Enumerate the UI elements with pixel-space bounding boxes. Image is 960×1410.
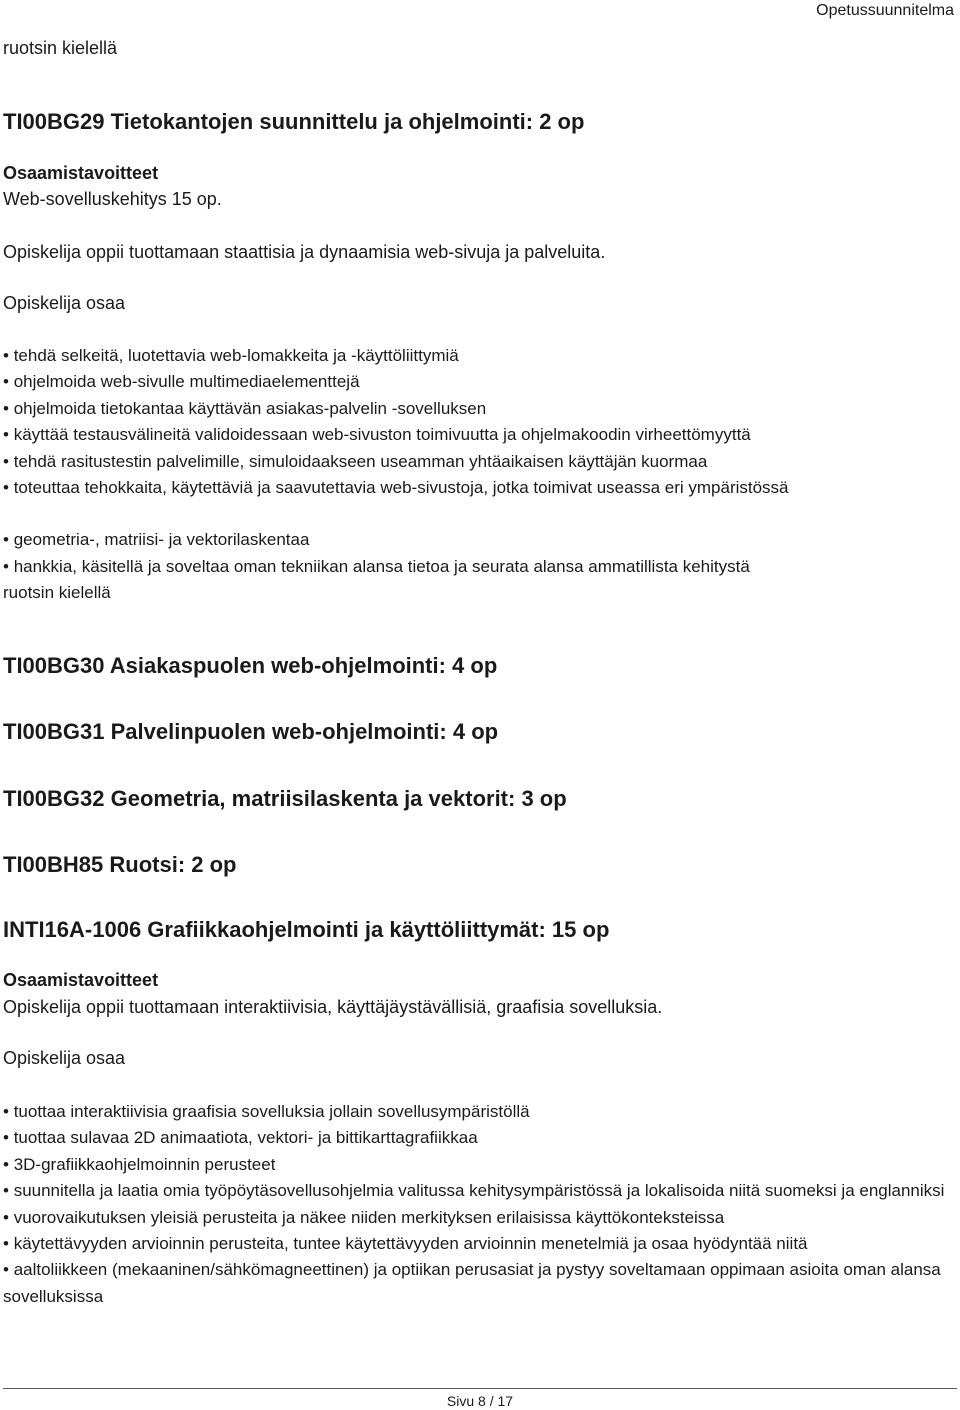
goals-intro: Opiskelija oppii tuottamaan staattisia ja dynaamisia web-sivuja ja palveluita. (3, 242, 606, 262)
list-item: • tehdä selkeitä, luotettavia web-lomakkeita ja -käyttöliittymiä (3, 343, 953, 369)
list-item: • aaltoliikkeen (mekaaninen/sähkömagneettinen) ja optiikan perusasiat ja pystyy soveltamaan oppimaan asioita oman alansa sovelluksissa (3, 1257, 953, 1310)
goals-intro: Opiskelija oppii tuottamaan interaktiivisia, käyttäjäystävällisiä, graafisia sovelluksia. (3, 997, 663, 1017)
course-title-inti: INTI16A-1006 Grafiikkaohjelmointi ja käyttöliittymät: 15 op (3, 917, 610, 942)
list-item: • geometria-, matriisi- ja vektorilaskentaa (3, 527, 953, 553)
course-title-bg30: TI00BG30 Asiakaspuolen web-ohjelmointi: 4 op (3, 653, 498, 678)
can-heading: Opiskelija osaa (3, 293, 126, 313)
list-item: • toteuttaa tehokkaita, käytettäviä ja saavutettavia web-sivustoja, jotka toimivat useassa eri ympäristössä (3, 475, 953, 501)
course-title-bg29: TI00BG29 Tietokantojen suunnittelu ja ohjelmointi: 2 op (3, 109, 585, 134)
list-item: • hankkia, käsitellä ja soveltaa oman tekniikan alansa tietoa ja seurata alansa ammatillista kehitystä (3, 554, 953, 580)
can-heading: Opiskelija osaa (3, 1048, 126, 1068)
skills-list (3, 343, 953, 607)
list-item: • käyttää testausvälineitä validoidessaan web-sivuston toimivuutta ja ohjelmakoodin virheettömyyttä (3, 422, 953, 448)
list-item: • ohjelmoida tietokantaa käyttävän asiakas-palvelin -sovelluksen (3, 396, 953, 422)
module-line: Web-sovelluskehitys 15 op. (3, 189, 222, 209)
goals-heading: Osaamistavoitteet (3, 163, 159, 183)
list-item: • tehdä rasitustestin palvelimille, simuloidaakseen useamman yhtäaikaisen käyttäjän kuormaa (3, 449, 953, 475)
list-item: • suunnitella ja laatia omia työpöytäsovellusohjelmia valitussa kehitysympäristössä ja lokalisoida niitä suomeksi ja englanniksi (3, 1178, 953, 1204)
course-title-bg32: TI00BG32 Geometria, matriisilaskenta ja vektorit: 3 op (3, 786, 567, 811)
page-number: Sivu 8 / 17 (446, 1393, 514, 1409)
list-item: • käytettävyyden arvioinnin perusteita, tuntee käytettävyyden arvioinnin menetelmiä ja osaa hyödyntää niitä (3, 1231, 953, 1257)
list-item: • tuottaa sulavaa 2D animaatiota, vektori- ja bittikarttagrafiikkaa (3, 1125, 953, 1151)
course-title-bg31: TI00BG31 Palvelinpuolen web-ohjelmointi: 4 op (3, 719, 499, 744)
course-title-bh85: TI00BH85 Ruotsi: 2 op (3, 852, 237, 877)
skills-list (3, 1099, 953, 1310)
list-item: • tuottaa interaktiivisia graafisia sovelluksia jollain sovellusympäristöllä (3, 1099, 953, 1125)
list-item: • ohjelmoida web-sivulle multimediaelementtejä (3, 369, 953, 395)
language-label: ruotsin kielellä (3, 38, 118, 58)
list-item: • vuorovaikutuksen yleisiä perusteita ja näkee niiden merkityksen erilaisissa käyttökonteksteissa (3, 1205, 953, 1231)
document-type-label: Opetussuunnitelma (816, 2, 954, 19)
list-item: • 3D-grafiikkaohjelmoinnin perusteet (3, 1152, 953, 1178)
footer-divider (3, 1388, 957, 1389)
language-label: ruotsin kielellä (3, 583, 111, 603)
goals-heading: Osaamistavoitteet (3, 970, 159, 990)
